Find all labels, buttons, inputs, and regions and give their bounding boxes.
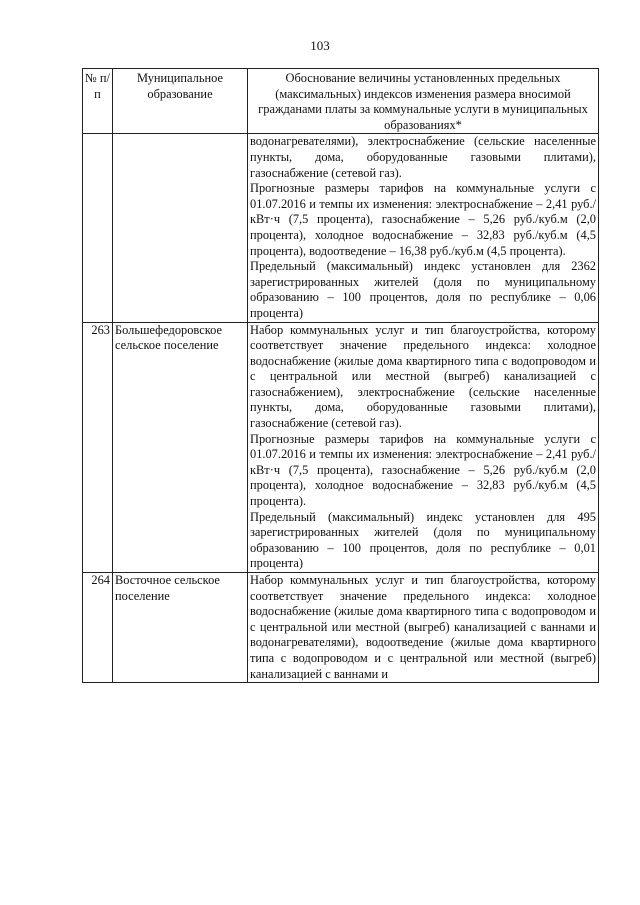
- header-justification: Обоснование величины установленных предельных (максимальных) индексов изменения размера вносимой гражданами платы за коммунальные услуги в муниципальных образованиях*: [248, 69, 599, 134]
- paragraph: Прогнозные размеры тарифов на коммунальные услуги с 01.07.2016 и темпы их изменения: электроснабжение – 2,41 руб./кВт·ч (7,5 процента), газоснабжение – 5,26 руб./куб.м (2,0 процента), холодное водоснабжение – 32,83 руб./куб.м (4,5 процента).: [250, 431, 596, 509]
- page-number: 103: [310, 38, 330, 53]
- row-num: [83, 134, 113, 322]
- table-row: [83, 134, 599, 322]
- paragraph: Набор коммунальных услуг и тип благоустройства, которому соответствует значение предельного индекса: холодное водоснабжение (жилые дома квартирного типа с водопроводом и с центральной или местной (выгреб) канализацией с ваннами и водонагревателями), водоотведение (жилые дома квартирного типа с водопроводом и с центральной или местной (выгреб) канализацией с ваннами и: [250, 573, 596, 681]
- paragraph: Предельный (максимальный) индекс установлен для 495 зарегистрированных жителей (доля по муниципальному образованию – 100 процентов, доля по республике – 0,01 процента): [250, 509, 596, 571]
- header-municipality: Муниципальное образование: [113, 69, 248, 134]
- header-num: № п/п: [83, 69, 113, 134]
- row-justification: [248, 573, 599, 683]
- paragraph: Предельный (максимальный) индекс установлен для 2362 зарегистрированных жителей (доля по муниципальному образованию – 100 процентов, доля по республике – 0,06 процента): [250, 259, 596, 320]
- row-num: 263: [83, 322, 113, 573]
- paragraph: Набор коммунальных услуг и тип благоустройства, которому соответствует значение предельного индекса: холодное водоснабжение (жилые дома квартирного типа с водопроводом и с центральной или местной (выгреб) канализацией с газоснабжением), электроснабжение (сельские населенные пункты, дома, оборудованные газовыми плитами), газоснабжение (сетевой газ).: [250, 322, 596, 431]
- table-row: [83, 322, 599, 573]
- row-num: 264: [83, 573, 113, 683]
- table-header-row: [83, 69, 599, 134]
- row-justification: [248, 322, 599, 573]
- paragraph: Прогнозные размеры тарифов на коммунальные услуги с 01.07.2016 и темпы их изменения: электроснабжение – 2,41 руб./кВт·ч (7,5 процента), газоснабжение – 5,26 руб./куб.м (2,0 процента), холодное водоснабжение – 32,83 руб./куб.м (4,5 процента), водоотведение – 16,38 руб./куб.м (4,5 процента).: [250, 181, 596, 258]
- tariff-index-table: [82, 68, 599, 683]
- row-municipality: Большефедоровское сельское поселение: [113, 322, 248, 573]
- row-municipality: [113, 134, 248, 322]
- table-row: [83, 573, 599, 683]
- row-municipality: Восточное сельское поселение: [113, 573, 248, 683]
- row-justification: [248, 134, 599, 322]
- paragraph: водонагревателями), электроснабжение (сельские населенные пункты, дома, оборудованные газовыми плитами), газоснабжение (сетевой газ).: [250, 134, 596, 180]
